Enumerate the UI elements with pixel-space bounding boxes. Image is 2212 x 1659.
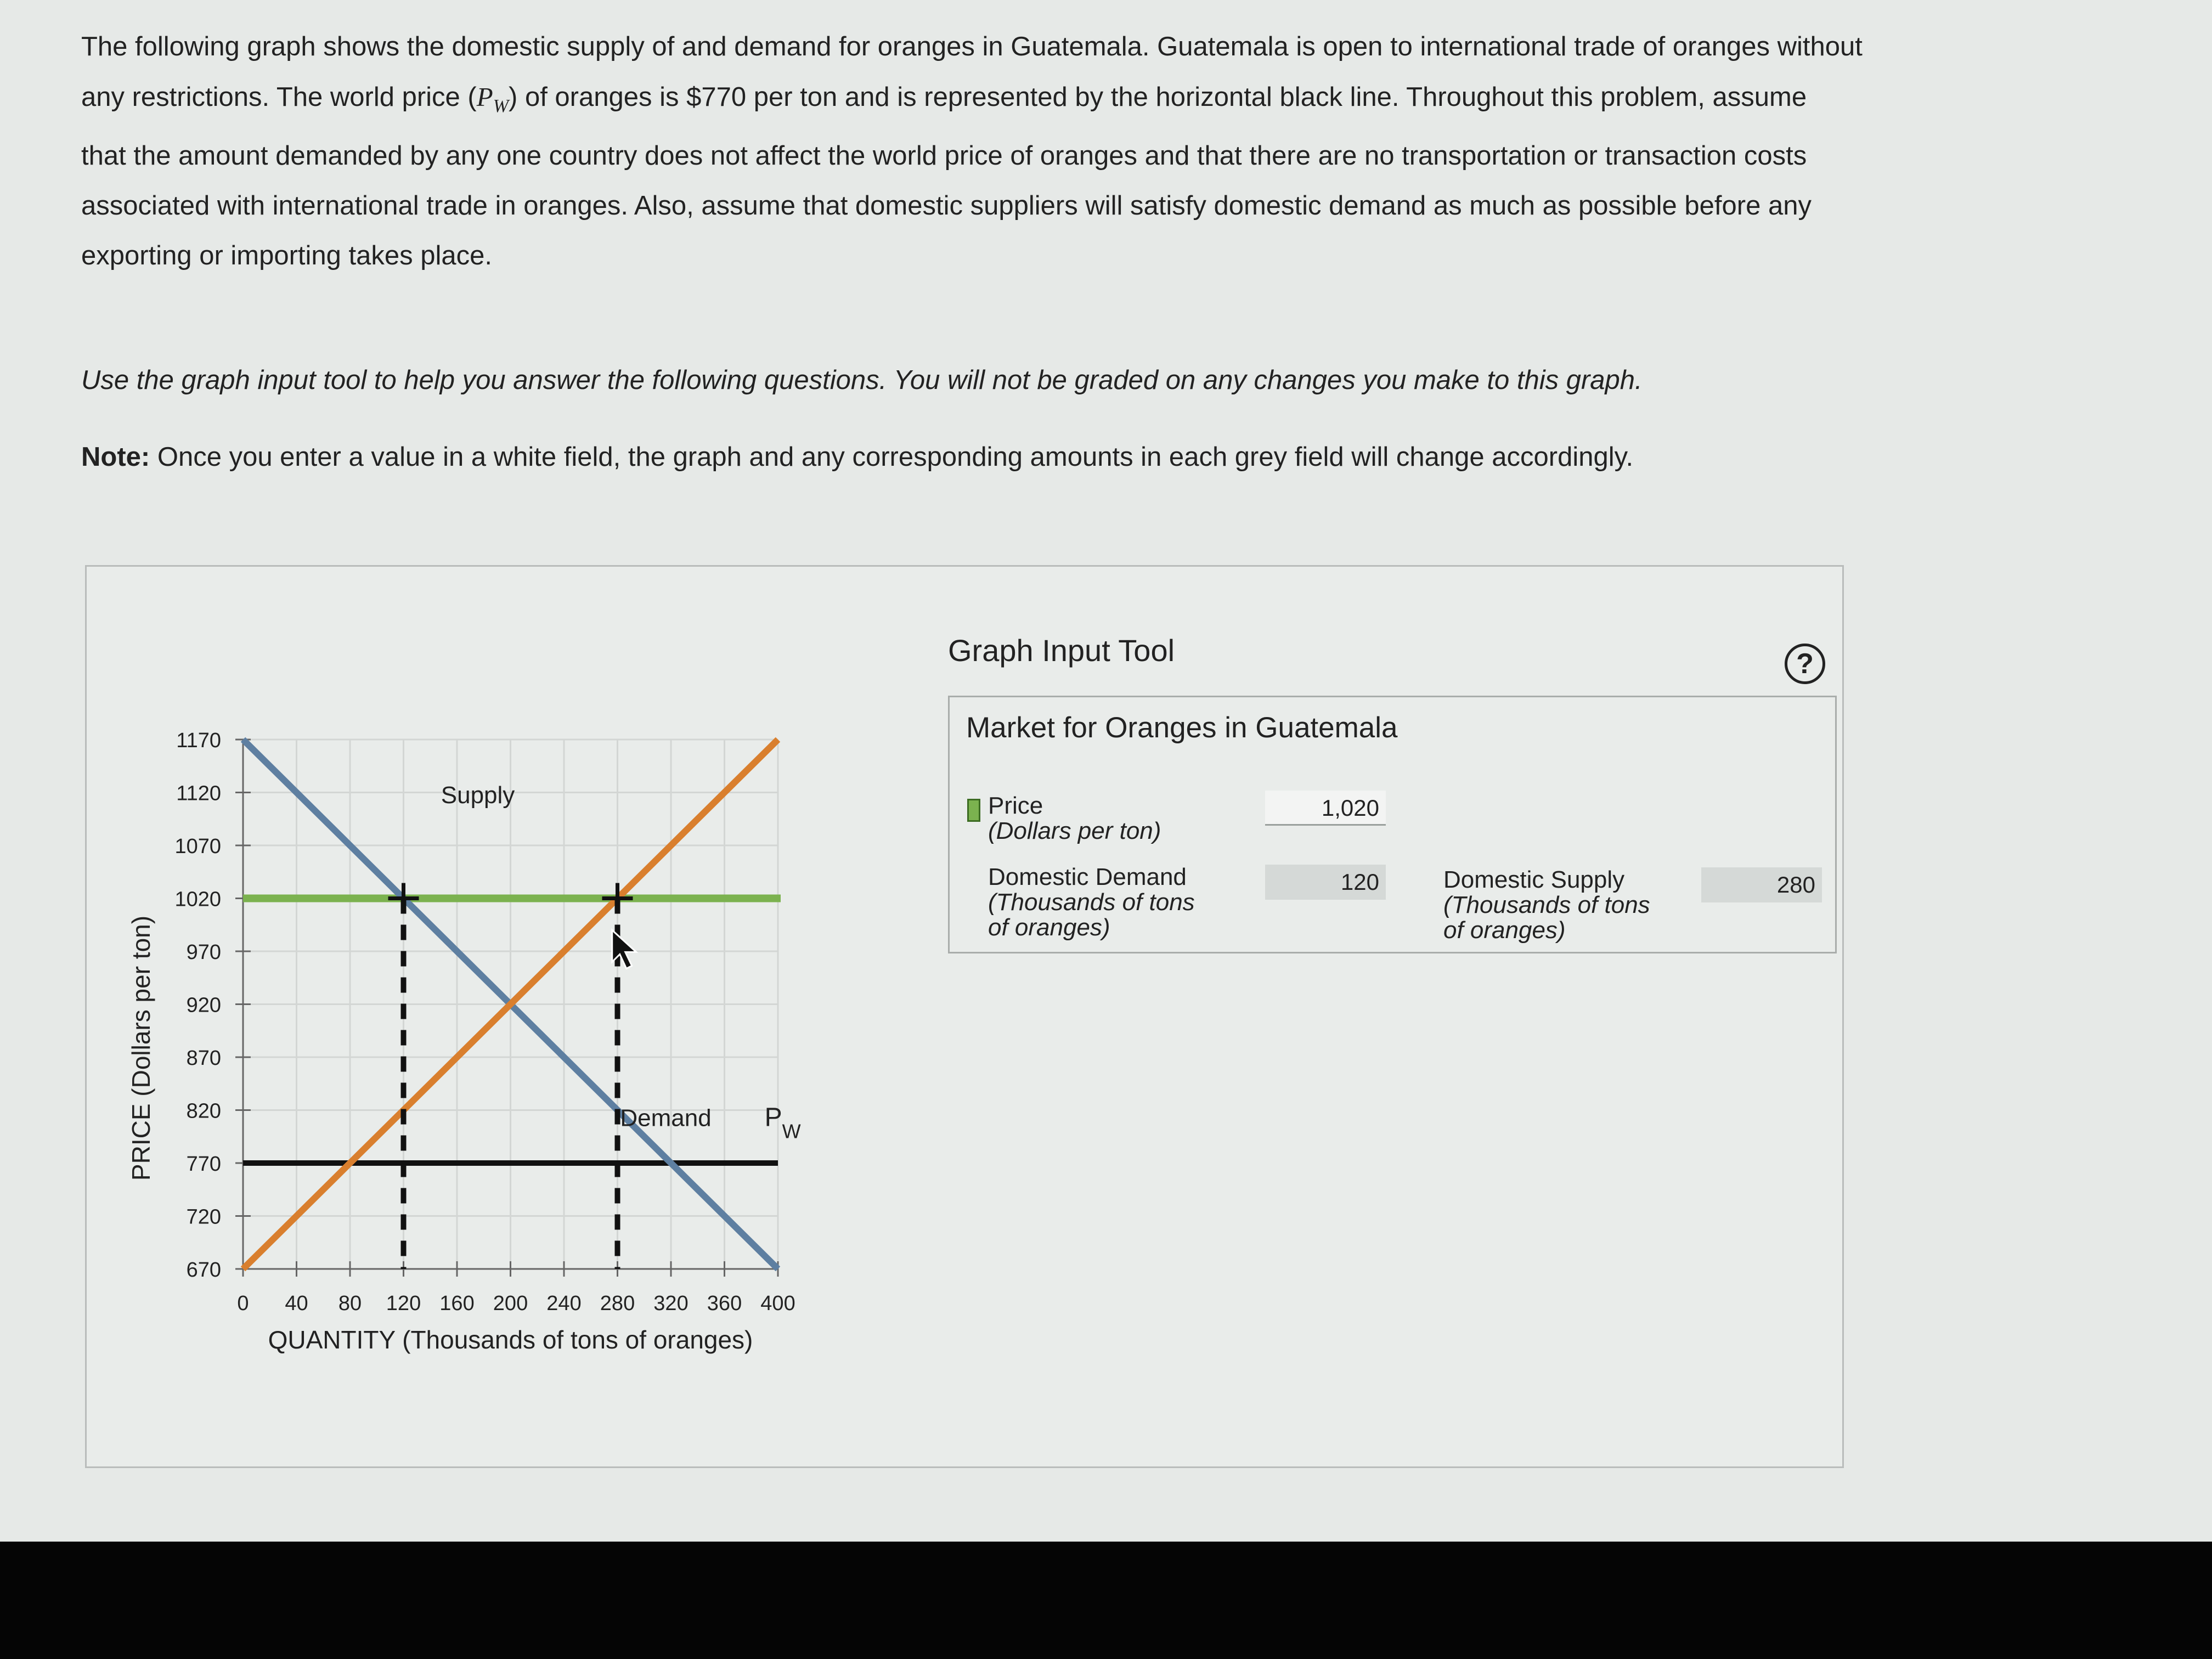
- price-label: Price: [988, 792, 1043, 819]
- world-price-symbol: [476, 82, 509, 116]
- domestic-supply-unit-2: of oranges): [1443, 917, 1566, 944]
- y-tick-label: 720: [186, 1205, 221, 1229]
- x-tick-label: 40: [285, 1292, 308, 1315]
- x-tick-label: 240: [546, 1292, 582, 1315]
- y-tick-label: 970: [186, 941, 221, 964]
- graph-panel: [85, 565, 1844, 1468]
- x-tick-label: 320: [653, 1292, 689, 1315]
- price-label-group: [988, 793, 1161, 844]
- domestic-demand-unit-2: of oranges): [988, 914, 1110, 941]
- domestic-supply-unit-1: (Thousands of tons: [1443, 891, 1650, 918]
- x-tick-label: 280: [600, 1292, 635, 1315]
- domestic-demand-label-group: [988, 865, 1195, 940]
- intro-line-1: The following graph shows the domestic supply of and demand for oranges in Guatemala. Guatemala is open to international trade of oranges without: [81, 32, 1863, 61]
- world-price-label-sub: W: [782, 1120, 801, 1143]
- price-swatch-icon: [967, 799, 980, 822]
- domestic-demand-unit-1: (Thousands of tons: [988, 889, 1195, 916]
- intro-line-3: that the amount demanded by any one country does not affect the world price of oranges and that there are no transportation or transaction costs: [81, 140, 1807, 171]
- world-price-label: P: [764, 1103, 782, 1132]
- intro-line-5: exporting or importing takes place.: [81, 240, 492, 270]
- x-tick-label: 160: [439, 1292, 475, 1315]
- x-tick-label: 360: [707, 1292, 742, 1315]
- instruction-text: Use the graph input tool to help you answer the following questions. You will not be graded on any changes you make to this graph.: [81, 365, 1643, 395]
- x-tick-label: 0: [237, 1292, 249, 1315]
- y-tick-label: 670: [186, 1259, 221, 1282]
- supply-label: Supply: [441, 781, 515, 809]
- domestic-supply-field: 280: [1701, 867, 1822, 902]
- y-tick-label: 820: [186, 1099, 221, 1123]
- domestic-demand-field: 120: [1265, 865, 1386, 900]
- y-tick-label: 1070: [174, 835, 221, 858]
- y-tick-label: 1020: [174, 888, 221, 911]
- world-price-symbol-sub: W: [493, 95, 509, 116]
- demand-label: Demand: [620, 1104, 712, 1132]
- intro-line-2-b: ) of oranges is $770 per ton and is represented by the horizontal black line. Throughout this problem, assume: [509, 82, 1807, 112]
- graph-input-tool-title: Graph Input Tool: [948, 633, 1175, 668]
- supply-demand-chart[interactable]: [87, 567, 910, 1466]
- domestic-supply-label-group: [1443, 867, 1650, 943]
- world-price-symbol-p: P: [476, 82, 493, 112]
- intro-line-2: [81, 72, 1974, 131]
- x-tick-label: 80: [338, 1292, 362, 1315]
- note-label: Note:: [81, 442, 150, 472]
- x-tick-label: 120: [386, 1292, 421, 1315]
- market-title: Market for Oranges in Guatemala: [966, 712, 1398, 744]
- y-tick-label: 770: [186, 1153, 221, 1176]
- x-axis-title: QUANTITY (Thousands of tons of oranges): [268, 1325, 753, 1354]
- chart-area: [87, 567, 910, 1466]
- x-tick-label: 400: [760, 1292, 795, 1315]
- note-body: Once you enter a value in a white field, the graph and any corresponding amounts in each grey field will change accordingly.: [150, 442, 1634, 472]
- intro-line-4: associated with international trade in oranges. Also, assume that domestic suppliers will satisfy domestic demand as much as possible before any: [81, 190, 1812, 221]
- y-tick-label: 870: [186, 1047, 221, 1070]
- problem-statement: [81, 22, 1974, 281]
- help-icon[interactable]: ?: [1785, 644, 1825, 684]
- y-axis-title: PRICE (Dollars per ton): [127, 915, 155, 1181]
- domestic-demand-label: Domestic Demand: [988, 864, 1187, 890]
- domestic-supply-label: Domestic Supply: [1443, 866, 1625, 893]
- note-text: [81, 442, 2001, 472]
- y-tick-label: 1120: [176, 782, 221, 805]
- intro-line-2-a: any restrictions. The world price (: [81, 82, 477, 112]
- graph-input-tool: [948, 696, 1837, 953]
- y-tick-label: 1170: [176, 729, 221, 752]
- price-input[interactable]: 1,020: [1265, 791, 1386, 826]
- x-tick-label: 200: [493, 1292, 528, 1315]
- y-tick-label: 920: [186, 994, 221, 1017]
- price-unit: (Dollars per ton): [988, 817, 1161, 844]
